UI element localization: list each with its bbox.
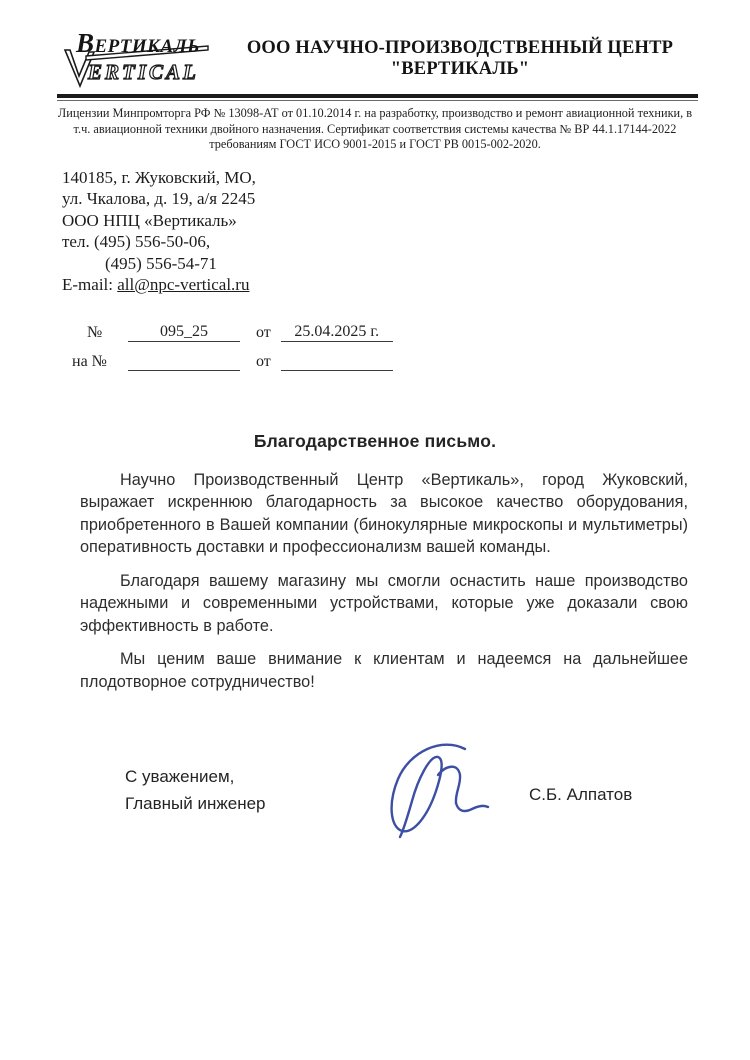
contact-postal-line: 140185, г. Жуковский, МО,	[62, 167, 256, 187]
ref-date-value: 25.04.2025 г.	[281, 322, 393, 342]
email-link[interactable]: all@npc-vertical.ru	[117, 275, 250, 294]
signoff-text	[125, 763, 266, 817]
letter-title: Благодарственное письмо.	[253, 430, 497, 451]
signoff-position: Главный инженер	[125, 794, 266, 813]
contact-street-line: ул. Чкалова, д. 19, а/я 2245	[62, 189, 256, 208]
signer-name: С.Б. Алпатов	[529, 785, 633, 804]
letterhead	[0, 28, 750, 90]
email-label: E-mail:	[62, 275, 118, 294]
logo-text-vertical: ERTICAL	[88, 60, 199, 84]
ref-reply-number-value	[128, 351, 240, 371]
logo-text-vertikal: Вертикаль	[76, 28, 200, 58]
reference-row-incoming	[72, 351, 750, 371]
contact-block	[62, 167, 750, 296]
reference-block	[72, 322, 750, 371]
handwritten-signature-icon	[372, 735, 492, 847]
paragraph-equipment: Благодаря вашему магазину мы смогли оснастить наше производство надежными и современными устройствами, которые уже доказали свою эффективность в работе.	[80, 571, 688, 635]
contact-company-line: ООО НПЦ «Вертикаль»	[62, 210, 237, 230]
ref-ot-label: от	[256, 323, 271, 341]
rule-thick	[57, 94, 698, 98]
rule-thin	[57, 100, 698, 101]
signature-block	[0, 735, 750, 855]
letterhead-rule	[57, 94, 698, 101]
reference-row-outgoing	[72, 322, 750, 342]
contact-email-line	[62, 274, 750, 296]
paragraph-gratitude: Научно Производственный Центр «Вертикаль», город Жуковский, выражает искреннюю благодарность за высокое качество оборудования, приобретенного в Вашей компании (бинокулярные микроскопы и мультиметры) оперативность доставки и профессионализм вашей команды.	[80, 470, 688, 556]
ref-reply-ot-label: от	[256, 352, 271, 370]
letter-body	[80, 469, 688, 694]
contact-phone-line-1: тел. (495) 556-50-06,	[62, 232, 211, 251]
ref-number-value: 095_25	[128, 322, 240, 342]
ref-reply-label: на №	[72, 352, 107, 370]
company-title: ООО НАУЧНО-ПРОИЗВОДСТВЕННЫЙ ЦЕНТР "ВЕРТИКАЛЬ"	[246, 38, 674, 79]
signoff-regards: С уважением,	[125, 767, 235, 786]
ref-number-label: №	[87, 323, 103, 341]
contact-phone-line-2: (495) 556-54-71	[105, 253, 217, 273]
ref-reply-date-value	[281, 351, 393, 371]
license-text: Лицензии Минпромторга РФ № 13098-АТ от 01.10.2014 г. на разработку, производство и ремонт авиационной техники, в т.ч. авиационной техники двойного назначения. Сертификат соответствия системы качества № ВР 44.1.17144-2022 требованиям ГОСТ ИСО 9001-2015 и ГОСТ РВ 0015-002-2020.	[57, 106, 693, 151]
paragraph-cooperation: Мы ценим ваше внимание к клиентам и надеемся на дальнейшее плодотворное сотрудничество!	[80, 650, 688, 691]
company-logo	[62, 28, 212, 90]
